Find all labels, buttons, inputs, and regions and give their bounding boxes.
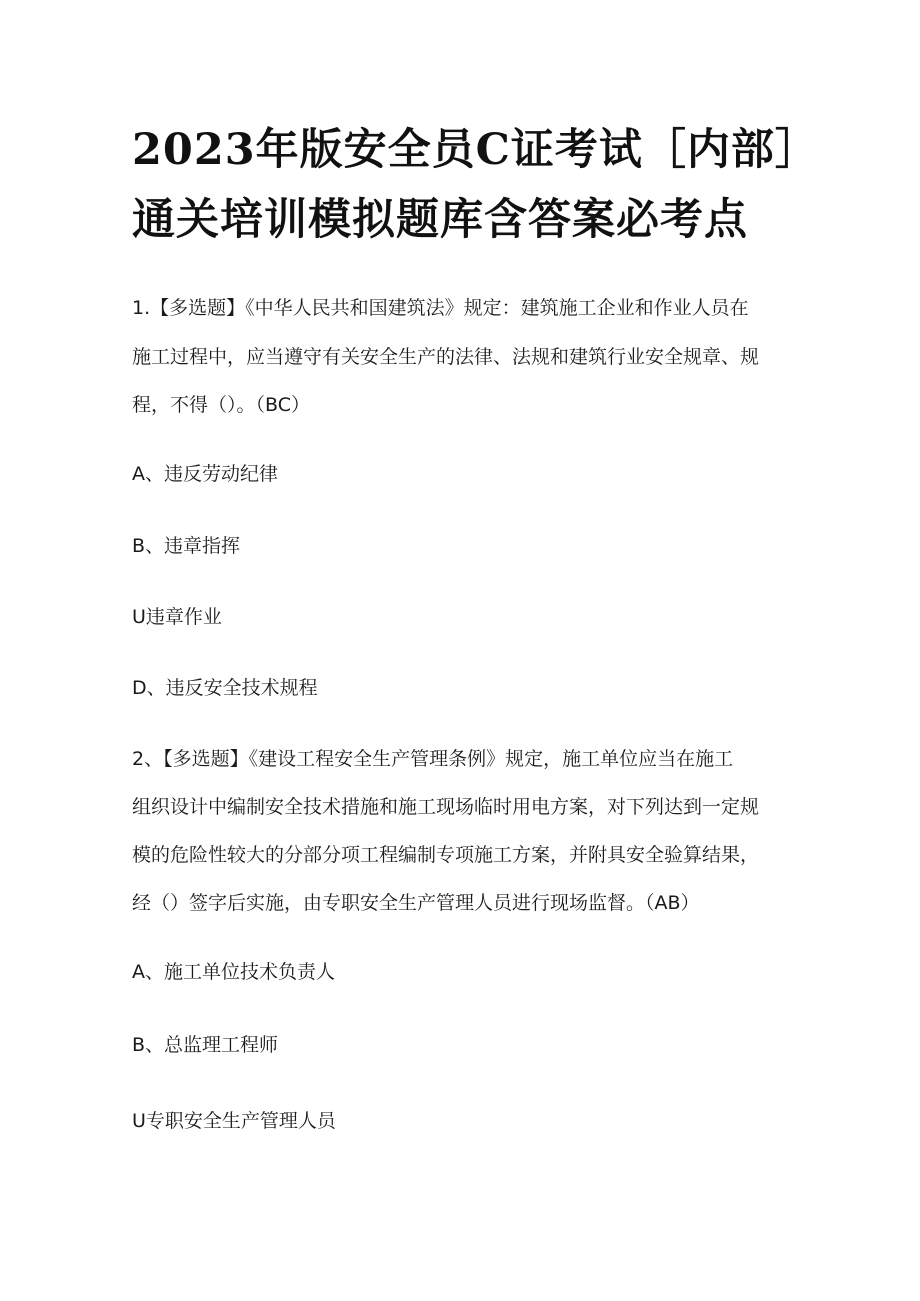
question-1-option-b: B、违章指挥 <box>132 535 241 557</box>
question-1-line-3: 程，不得（）。（BC） <box>132 394 310 416</box>
question-1-line-1: 1.【多选题】《中华人民共和国建筑法》规定：建筑施工企业和作业人员在 <box>132 297 749 319</box>
question-2-line-3: 模的危险性较大的分部分项工程编制专项施工方案，并附具安全验算结果， <box>132 844 760 866</box>
question-1-option-a: A、违反劳动纪律 <box>132 463 278 485</box>
question-1-option-c: U违章作业 <box>132 606 222 628</box>
document-title-line-2: 通关培训模拟题库含答案必考点 <box>132 195 748 245</box>
question-2-option-c: U专职安全生产管理人员 <box>132 1110 336 1132</box>
question-2-option-a: A、施工单位技术负责人 <box>132 961 335 983</box>
question-2-line-1: 2、【多选题】《建设工程安全生产管理条例》规定，施工单位应当在施工 <box>132 748 734 770</box>
question-2-option-b: B、总监理工程师 <box>132 1034 279 1056</box>
question-2-line-4: 经（）签字后实施，由专职安全生产管理人员进行现场监督。（AB） <box>132 892 700 914</box>
question-1-option-d: D、违反安全技术规程 <box>132 677 318 699</box>
question-1-line-2: 施工过程中，应当遵守有关安全生产的法律、法规和建筑行业安全规章、规 <box>132 346 760 368</box>
question-2-line-2: 组织设计中编制安全技术措施和施工现场临时用电方案，对下列达到一定规 <box>132 796 760 818</box>
document-title-line-1: 2023年版安全员C证考试［内部］ <box>132 125 819 175</box>
